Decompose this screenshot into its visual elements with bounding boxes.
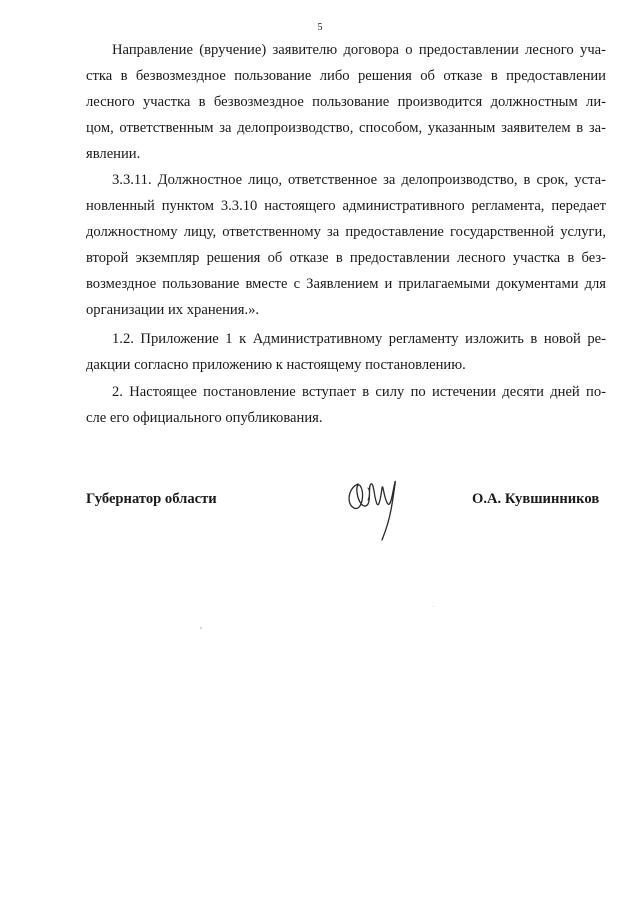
paragraph-4-line-2: сле его официального опубликования. (86, 410, 323, 426)
paragraph-4-line-1: 2. Настоящее постановление вступает в силу по истечении десяти дней по- (112, 384, 606, 400)
paragraph-2-line-4: второй экземпляр решения об отказе в предоставлении лесного участка в без- (86, 250, 606, 266)
scan-speck (433, 606, 434, 607)
paragraph-2-line-5: возмездное пользование вместе с Заявлением и прилагаемыми документами для (86, 276, 606, 292)
paragraph-3-line-2: дакции согласно приложению к настоящему постановлению. (86, 357, 466, 373)
paragraph-1-line-5: явлении. (86, 146, 141, 162)
scan-speck (200, 627, 202, 629)
paragraph-1-line-4: цом, ответственным за делопроизводство, способом, указанным заявителем в за- (86, 120, 606, 136)
paragraph-2-line-3: должностному лицу, ответственному за предоставление государственной услуги, (86, 224, 606, 240)
signatory-name: О.А. Кувшинников (472, 491, 600, 507)
paragraph-2-line-6: организации их хранения.». (86, 302, 260, 318)
paragraph-3-line-1: 1.2. Приложение 1 к Административному регламенту изложить в новой ре- (112, 331, 606, 347)
signatory-position: Губернатор области (86, 491, 217, 507)
paragraph-2-line-1: 3.3.11. Должностное лицо, ответственное за делопроизводство, в срок, уста- (112, 172, 606, 188)
paragraph-2-line-2: новленный пунктом 3.3.10 настоящего административного регламента, передает (86, 198, 606, 214)
paragraph-1-line-3: лесного участка в безвозмездное пользование производится должностным ли- (86, 94, 606, 110)
paragraph-1-line-2: стка в безвозмездное пользование либо решения об отказе в предоставлении (86, 68, 606, 84)
page-number: 5 (317, 22, 323, 33)
paragraph-1-line-1: Направление (вручение) заявителю договора о предоставлении лесного уча- (112, 42, 606, 58)
handwritten-signature (344, 470, 404, 542)
